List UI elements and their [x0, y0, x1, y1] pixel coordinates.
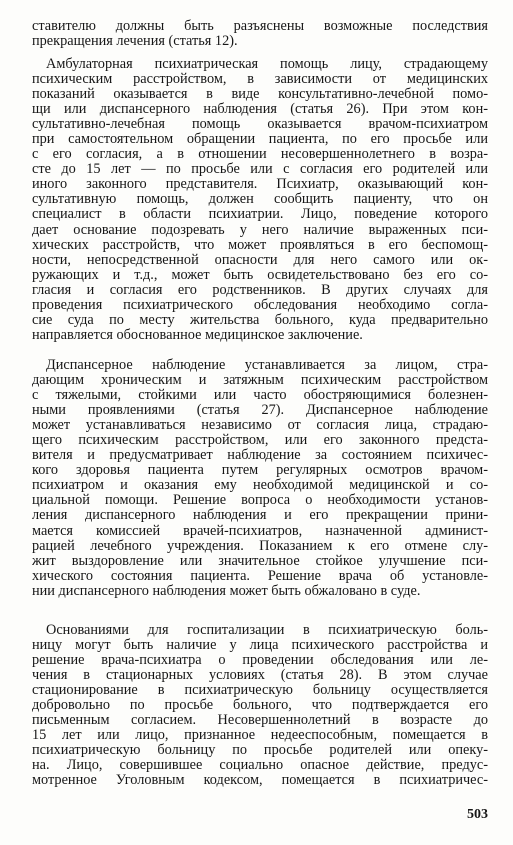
text-line: ружающих и т.д., может быть освидетельствовано без его со- — [32, 267, 488, 283]
text-line: дающим хроническим и затяжным психическим расстройством — [32, 373, 488, 389]
text-line: кого здоровья пациента путем регулярных осмотров врачом- — [32, 463, 488, 479]
text-line: чения в стационарных условиях (статья 28). В этом случае — [32, 668, 488, 684]
paragraph-continuation — [32, 19, 488, 49]
text-line: хического состояния пациента. Решение врача об установле- — [32, 568, 488, 584]
text-line: психическим расстройством, в зависимости от медицинских — [32, 72, 488, 88]
text-line: гласия и согласия его родственников. В других случаях для — [32, 282, 488, 298]
text-line: щего психическим расстройством, или его законного предста- — [32, 433, 488, 449]
text-line: с его согласия, а в отношении несовершеннолетнего в возра- — [32, 147, 488, 163]
text-line: ности, непосредственной опасности для него самого или ок- — [32, 252, 488, 268]
text-line: ления диспансерного наблюдения и его прекращении прини- — [32, 508, 488, 524]
text-line: Основаниями для госпитализации в психиатрическую боль- — [46, 623, 488, 638]
text-line: иного законного представителя. Психиатр, оказывающий кон- — [32, 177, 488, 193]
text-line: специалист в области психиатрии. Лицо, поведение которого — [32, 207, 488, 223]
text-line: проведения психиатрического обследования необходимо согла- — [32, 297, 488, 313]
text-line: добровольно по просьбе больного, что подтверждается его — [32, 698, 488, 714]
text-line: ными проявлениями (статья 27). Диспансерное наблюдение — [32, 403, 488, 419]
text-line: хических расстройств, что может проявляться в его беспомощ- — [32, 237, 488, 253]
text-line: вителя и предусматривает наблюдение за состоянием психичес- — [32, 448, 488, 464]
paragraph-hospitalization — [32, 623, 488, 789]
page-number: 503 — [467, 807, 488, 822]
text-line: сультативную помощь, должен сообщить пациенту, что он — [32, 192, 488, 208]
paragraph-dispensary-observation — [32, 358, 488, 599]
text-line: ницу могут быть наличие у лица психического расстройства и — [32, 638, 488, 654]
text-line: при самостоятельном обращении пациента, по его просьбе или — [32, 132, 488, 148]
text-line: прекращения лечения (статья 12). — [32, 34, 238, 50]
text-line: письменным согласием. Несовершеннолетний в возрасте до — [32, 713, 488, 729]
text-line: Диспансерное наблюдение устанавливается за лицом, стра- — [46, 358, 488, 373]
text-line: стационирование в психиатрическую больницу осуществляется — [32, 683, 488, 699]
text-line: психиатром и оказания ему необходимой медицинской и со- — [32, 478, 488, 494]
text-line: жит выздоровление или значительное стойкое улучшение пси- — [32, 553, 488, 569]
text-line: может устанавливаться независимо от согласия лица, страдаю- — [32, 418, 488, 434]
text-line: циальной помощи. Решение вопроса о необходимости установ- — [32, 493, 488, 509]
text-line: нии диспансерного наблюдения может быть обжаловано в суде. — [32, 583, 421, 599]
text-line: сие суда по месту жительства больного, куда предварительно — [32, 312, 488, 328]
text-line: направляется обоснованное медицинское заключение. — [32, 327, 363, 343]
text-line: дает основание подозревать у него наличие выраженных пси- — [32, 222, 488, 238]
text-line: щи или диспансерного наблюдения (статья 26). При этом кон- — [32, 102, 488, 118]
text-line: сультативно-лечебная помощь оказывается врачом-психиатром — [32, 117, 488, 133]
text-line: сте до 15 лет — по просьбе или с согласия его родителей или — [32, 162, 488, 178]
text-line: мотренное Уголовным кодексом, помещается в психиатричес- — [32, 773, 488, 789]
text-line: показаний оказывается в виде консультативно-лечебной помо- — [32, 87, 488, 103]
text-line: с тяжелыми, стойкими или часто обостряющимися болезнен- — [32, 388, 488, 404]
text-line: Амбулаторная психиатрическая помощь лицу, страдающему — [46, 57, 488, 72]
text-line: решение врача-психиатра о проведении обследования или ле- — [32, 653, 488, 669]
text-line: на. Лицо, совершившее социально опасное действие, предус- — [32, 758, 488, 774]
text-line: рацией лечебного учреждения. Показанием к его отмене слу- — [32, 538, 488, 554]
text-line: ставителю должны быть разъяснены возможные последствия — [32, 19, 488, 34]
paragraph-outpatient-care — [32, 57, 488, 343]
text-line: 15 лет или лицо, признанное недееспособным, помещается в — [32, 728, 488, 744]
text-line: психиатрическую больницу по просьбе родителей или опеку- — [32, 743, 488, 759]
text-line: мается комиссией врачей-психиатров, назначенной админист- — [32, 523, 488, 539]
